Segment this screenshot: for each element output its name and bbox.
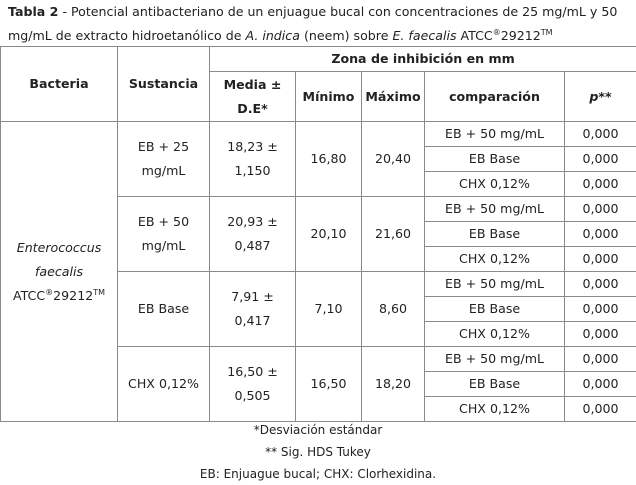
p-value-cell: 0,000: [565, 147, 636, 172]
sustancia-cell: CHX 0,12%: [118, 347, 210, 422]
comparacion-cell: CHX 0,12%: [425, 322, 565, 347]
comparacion-cell: EB + 50 mg/mL: [425, 122, 565, 147]
comparacion-cell: EB + 50 mg/mL: [425, 347, 565, 372]
media-cell: 16,50 ± 0,505: [210, 347, 296, 422]
maximo-cell: 18,20: [362, 347, 425, 422]
comparacion-cell: EB + 50 mg/mL: [425, 197, 565, 222]
note-std-dev: *Desviación estándar: [0, 419, 636, 441]
p-value-cell: 0,000: [565, 322, 636, 347]
table-row: [1, 122, 636, 147]
p-value-cell: 0,000: [565, 247, 636, 272]
p-value-cell: 0,000: [565, 172, 636, 197]
header-zona-inhibicion: Zona de inhibición en mm: [210, 47, 636, 72]
caption-species-1: A. indica: [245, 28, 299, 43]
comparacion-cell: CHX 0,12%: [425, 172, 565, 197]
p-value-cell: 0,000: [565, 397, 636, 422]
sustancia-cell: EB + 25 mg/mL: [118, 122, 210, 197]
minimo-cell: 16,80: [296, 122, 362, 197]
comparacion-cell: CHX 0,12%: [425, 247, 565, 272]
comparacion-cell: EB Base: [425, 222, 565, 247]
p-value-cell: 0,000: [565, 272, 636, 297]
comparacion-cell: EB Base: [425, 372, 565, 397]
header-media: Media ± D.E*: [210, 72, 296, 122]
media-cell: 7,91 ± 0,417: [210, 272, 296, 347]
minimo-cell: 7,10: [296, 272, 362, 347]
header-bacteria: Bacteria: [1, 47, 118, 122]
caption-trademark: TM: [541, 28, 553, 37]
maximo-cell: 21,60: [362, 197, 425, 272]
p-value-cell: 0,000: [565, 197, 636, 222]
caption-label: Tabla 2: [8, 4, 58, 19]
note-abbreviations: EB: Enjuague bucal; CHX: Clorhexidina.: [0, 463, 636, 485]
comparacion-cell: EB + 50 mg/mL: [425, 272, 565, 297]
p-value-cell: 0,000: [565, 222, 636, 247]
p-value-cell: 0,000: [565, 297, 636, 322]
caption-text-2: (neem) sobre: [300, 28, 393, 43]
p-value-cell: 0,000: [565, 372, 636, 397]
results-table: [0, 46, 636, 422]
header-minimo: Mínimo: [296, 72, 362, 122]
caption-text-1: - Potencial antibacteriano de un enjuague bucal con concentraciones de 25 mg/mL y 50 mg/mL de extracto hidroetanólico de: [8, 4, 617, 43]
bacteria-cell: Enterococcus faecalis ATCC®29212™: [1, 122, 118, 422]
comparacion-cell: EB Base: [425, 297, 565, 322]
sustancia-cell: EB + 50 mg/mL: [118, 197, 210, 272]
caption-strain: 29212: [501, 28, 541, 43]
header-p-value: p**: [565, 72, 636, 122]
p-value-cell: 0,000: [565, 122, 636, 147]
sustancia-cell: EB Base: [118, 272, 210, 347]
table-caption: [8, 0, 632, 48]
caption-text-3: ATCC: [457, 28, 493, 43]
media-cell: 18,23 ± 1,150: [210, 122, 296, 197]
header-comparacion: comparación: [425, 72, 565, 122]
minimo-cell: 16,50: [296, 347, 362, 422]
maximo-cell: 8,60: [362, 272, 425, 347]
maximo-cell: 20,40: [362, 122, 425, 197]
header-sustancia: Sustancia: [118, 47, 210, 122]
caption-species-2: E. faecalis: [392, 28, 456, 43]
comparacion-cell: CHX 0,12%: [425, 397, 565, 422]
p-value-cell: 0,000: [565, 347, 636, 372]
header-maximo: Máximo: [362, 72, 425, 122]
note-tukey: ** Sig. HDS Tukey: [0, 441, 636, 463]
comparacion-cell: EB Base: [425, 147, 565, 172]
caption-registered-mark: ®: [493, 28, 501, 37]
minimo-cell: 20,10: [296, 197, 362, 272]
media-cell: 20,93 ± 0,487: [210, 197, 296, 272]
